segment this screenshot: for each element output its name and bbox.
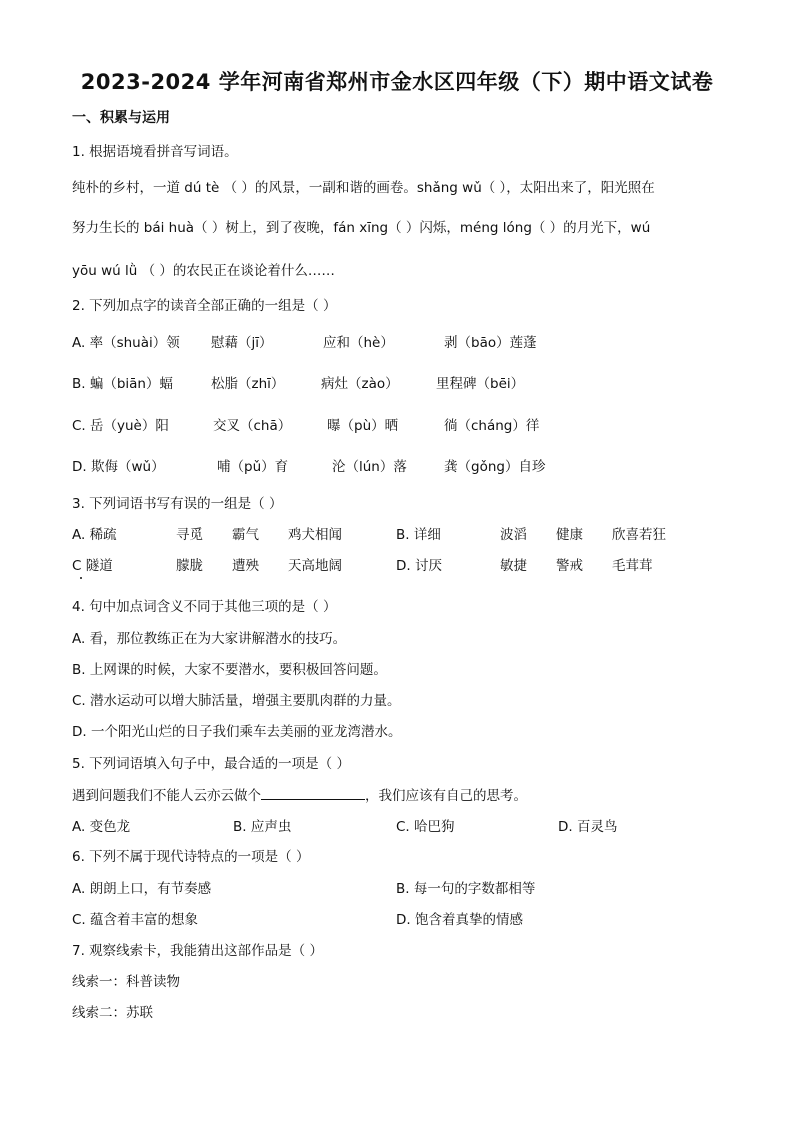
question-3-stem: 3. 下列词语书写有误的一组是（ ） (72, 496, 283, 512)
question-7-clue-2: 线索二：苏联 (72, 1005, 153, 1021)
option-cell: 曝（pù）晒 (327, 418, 399, 434)
option-cell: B. 详细 (396, 527, 441, 543)
question-5-stem: 5. 下列词语填入句子中，最合适的一项是（ ） (72, 756, 350, 772)
question-4-option-b: B. 上网课的时候，大家不要潜水，要积极回答问题。 (72, 662, 387, 678)
question-4-stem: 4. 句中加点词含义不同于其他三项的是（ ） (72, 599, 337, 615)
option-cell: 应和（hè） (323, 335, 394, 351)
question-5-sentence (72, 787, 527, 805)
option-cell: 鸡犬相闻 (288, 527, 342, 543)
question-1-line-3: yōu wú lǜ （ ）的农民正在谈论着什么…… (72, 263, 335, 279)
option-cell: 徜（cháng）徉 (444, 418, 540, 434)
sentence-end: ，我们应该有自己的思考。 (365, 788, 527, 804)
option-cell: 沦（lún）落 (332, 459, 407, 475)
option-cell: 波滔 (500, 527, 527, 543)
answer-blank (261, 787, 365, 800)
option-cell: 松脂（zhī） (211, 376, 285, 392)
section-heading: 一、积累与运用 (72, 110, 170, 126)
question-4-option-d: D. 一个阳光山烂的日子我们乘车去美丽的亚龙湾潜水。 (72, 724, 402, 740)
question-7-stem: 7. 观察线索卡，我能猜出这部作品是（ ） (72, 943, 323, 959)
question-1-line-1: 纯朴的乡村，一道 dú tè （ ）的风景，一副和谐的画卷。shǎng wǔ（ ），太阳出来了，阳光照在 (72, 180, 655, 196)
question-6-option-a: A. 朗朗上口，有节奏感 (72, 881, 212, 897)
sentence-start: 遇到问题我们不能人云亦云做个 (72, 788, 261, 804)
page-title: 2023-2024 学年河南省郑州市金水区四年级（下）期中语文试卷 (80, 70, 714, 94)
option-cell: B. 蝙（biān）蝠 (72, 376, 173, 392)
option-cell: 里程碑（bēi） (436, 376, 525, 392)
option-cell: 哺（pǔ）育 (217, 459, 289, 475)
question-5-option-d: D. 百灵鸟 (558, 819, 618, 835)
option-cell: 朦胧 (176, 558, 203, 574)
question-6-option-d: D. 饱含着真挚的情感 (396, 912, 523, 928)
question-5-option-a: A. 变色龙 (72, 819, 131, 835)
option-cell: 天高地阔 (288, 558, 342, 574)
option-cell: A. 稀疏 (72, 527, 117, 543)
option-cell: 警戒 (556, 558, 583, 574)
option-cell: 寻觅 (176, 527, 203, 543)
question-1-stem: 1. 根据语境看拼音写词语。 (72, 144, 238, 160)
option-cell: 欣喜若狂 (612, 527, 666, 543)
option-cell: 龚（gǒng）自珍 (444, 459, 546, 475)
question-6-option-b: B. 每一句的字数都相等 (396, 881, 536, 897)
option-cell: 健康 (556, 527, 583, 543)
question-4-option-a: A. 看，那位教练正在为大家讲解潜水的技巧。 (72, 631, 347, 647)
option-cell: 剥（bāo）莲蓬 (444, 335, 537, 351)
question-1-line-2: 努力生长的 bái huà（ ）树上，到了夜晚，fán xīng（ ）闪烁，méng lóng（ ）的月光下，wú (72, 220, 651, 236)
option-cell: D. 讨厌 (396, 558, 442, 574)
question-5-option-c: C. 哈巴狗 (396, 819, 455, 835)
stray-dot-mark (80, 577, 82, 579)
option-cell: A. 率（shuài）领 (72, 335, 180, 351)
option-cell: 毛茸茸 (612, 558, 653, 574)
option-cell: 病灶（zào） (321, 376, 399, 392)
option-cell: 交叉（chā） (213, 418, 292, 434)
option-cell: 遭殃 (232, 558, 259, 574)
question-7-clue-1: 线索一：科普读物 (72, 974, 180, 990)
option-cell: C 隧道 (72, 558, 113, 574)
option-cell: 敏捷 (500, 558, 527, 574)
question-2-stem: 2. 下列加点字的读音全部正确的一组是（ ） (72, 298, 337, 314)
option-cell: D. 欺侮（wǔ） (72, 459, 165, 475)
option-cell: 霸气 (232, 527, 259, 543)
question-6-option-c: C. 蕴含着丰富的想象 (72, 912, 199, 928)
question-6-stem: 6. 下列不属于现代诗特点的一项是（ ） (72, 849, 310, 865)
question-4-option-c: C. 潜水运动可以增大肺活量，增强主要肌肉群的力量。 (72, 693, 401, 709)
option-cell: C. 岳（yuè）阳 (72, 418, 169, 434)
option-cell: 慰藉（jī） (211, 335, 273, 351)
question-5-option-b: B. 应声虫 (233, 819, 292, 835)
